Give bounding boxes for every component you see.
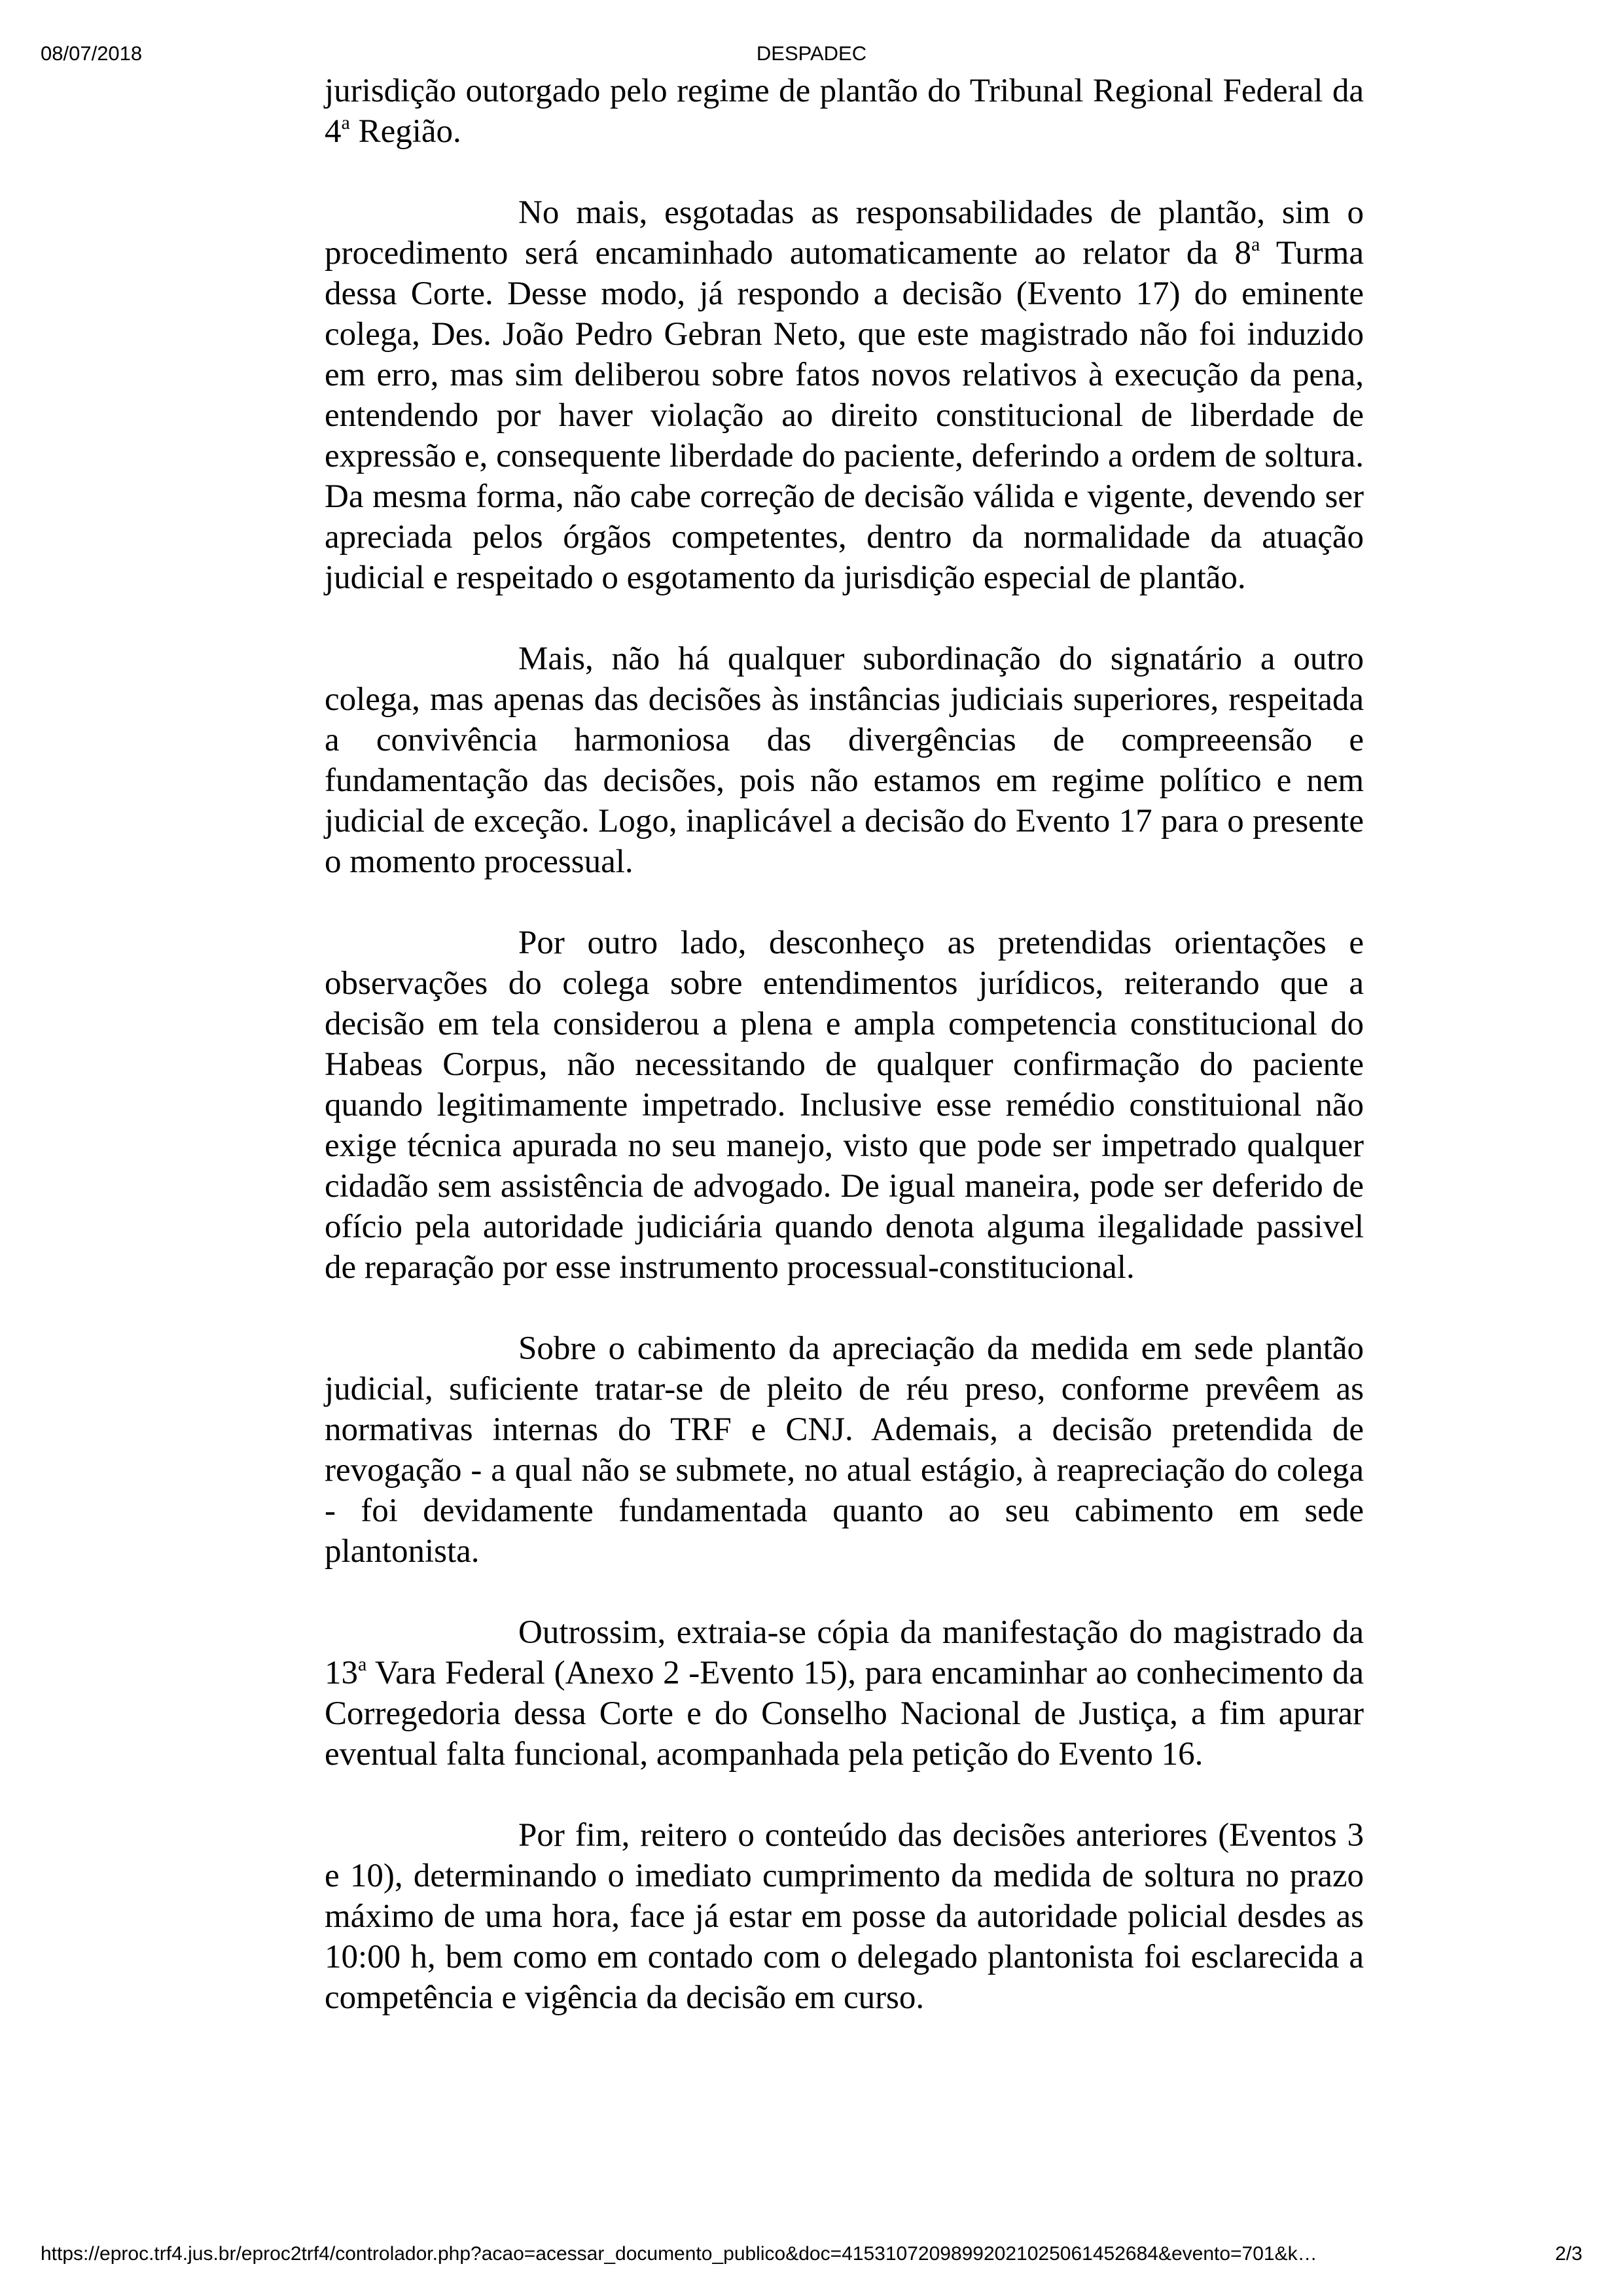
paragraph: Por outro lado, desconheço as pretendidas orientações e observações do colega sobre entendimentos jurídicos, reiterando que a decisão em tela considerou a plena e ampla competencia constitucional do Habeas Corpus, não necessitando de qualquer confirmação do paciente quando legitimamente impetrado. Inclusive esse remédio constituional não exige técnica apurada no seu manejo, visto que pode ser impetrado qualquer cidadão sem assistência de advogado. De igual maneira, pode ser deferido de ofício pela autoridade judiciária quando denota alguma ilegalidade passivel de reparação por esse instrumento processual-constitucional. xyxy=(325,925,1364,1286)
paragraph-text: Outrossim, extraia-se cópia da manifestação do magistrado da 13 xyxy=(325,1614,1364,1691)
paragraph-text: No mais, esgotadas as responsabilidades de plantão, sim o procedimento será encaminhado automaticamente ao relator da 8 xyxy=(325,194,1364,272)
paragraph: Mais, não há qualquer subordinação do signatário a outro colega, mas apenas das decisões às instâncias judiciais superiores, respeitada a convivência harmoniosa das divergências de compreeensão e fundamentação das decisões, pois não estamos em regime político e nem judicial de exceção. Logo, inaplicável a decisão do Evento 17 para o presente o momento processual. xyxy=(325,641,1364,880)
page-number: 2/3 xyxy=(1555,2243,1582,2265)
paragraph xyxy=(325,1612,1364,1775)
ordinal-superscript: a xyxy=(341,112,350,133)
paragraph-text: Região. xyxy=(349,113,461,150)
paragraph-continuation xyxy=(325,71,1364,152)
paragraph: Sobre o cabimento da apreciação da medida em sede plantão judicial, suficiente tratar-se de pleito de réu preso, conforme prevêem as normativas internas do TRF e CNJ. Ademais, a decisão pretendida de revogação - a qual não se submete, no atual estágio, à reapreciação do colega - foi devidamente fundamentada quanto ao seu cabimento em sede plantonista. xyxy=(325,1330,1364,1570)
document-title: DESPADEC xyxy=(756,42,867,65)
paragraph-text: Vara Federal (Anexo 2 -Evento 15), para encaminhar ao conhecimento da Corregedoria dessa Corte e do Conselho Nacional de Justiça, a fim apurar eventual falta funcional, acompanhada pela petição do Evento 16. xyxy=(325,1655,1364,1773)
footer-url: https://eproc.trf4.jus.br/eproc2trf4/controlador.php?acao=acessar_documento_publico&doc=41531072098992021025061452684&evento=701&k… xyxy=(41,2243,1317,2265)
paragraph xyxy=(325,192,1364,598)
ordinal-superscript: a xyxy=(358,1653,367,1675)
print-date: 08/07/2018 xyxy=(41,42,143,65)
document-body xyxy=(325,71,1364,2058)
paragraph: Por fim, reitero o conteúdo das decisões anteriores (Eventos 3 e 10), determinando o imediato cumprimento da medida de soltura no prazo máximo de uma hora, face já estar em posse da autoridade policial desdes as 10:00 h, bem como em contado com o delegado plantonista foi esclarecida a competência e vigência da decisão em curso. xyxy=(325,1817,1364,2016)
ordinal-superscript: a xyxy=(1251,234,1260,255)
paragraph-text: Turma dessa Corte. Desse modo, já respondo a decisão (Evento 17) do eminente colega, Des. João Pedro Gebran Neto, que este magistrado não foi induzido em erro, mas sim deliberou sobre fatos novos relativos à execução da pena, entendendo por haver violação ao direito constitucional de liberdade de expressão e, consequente liberdade do paciente, deferindo a ordem de soltura. Da mesma forma, não cabe correção de decisão válida e vigente, devendo ser apreciada pelos órgãos competentes, dentro da normalidade da atuação judicial e respeitado o esgotamento da jurisdição especial de plantão. xyxy=(325,235,1364,596)
paragraph-text: jurisdição outorgado pelo regime de plantão do Tribunal Regional Federal da 4 xyxy=(325,73,1364,150)
